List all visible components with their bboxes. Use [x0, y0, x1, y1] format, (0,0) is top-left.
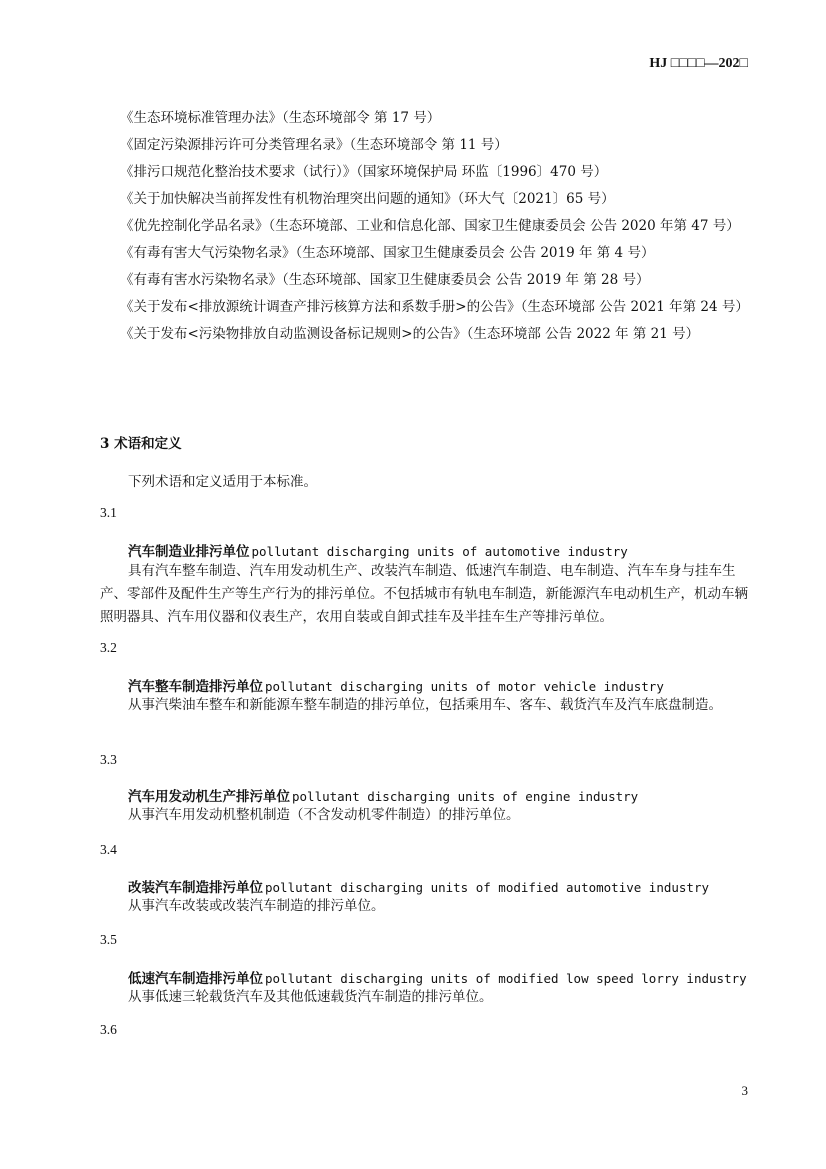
term-title — [128, 675, 664, 695]
term-title — [128, 540, 628, 560]
term-en: pollutant discharging units of engine industry — [292, 789, 639, 804]
term-zh: 低速汽车制造排污单位 — [128, 971, 263, 987]
term-number: 3.6 — [100, 1022, 117, 1037]
term-number: 3.3 — [100, 752, 117, 767]
term-title — [128, 785, 638, 805]
reference-item: 《固定污染源排污许可分类管理名录》（生态环境部令 第 11 号） — [120, 137, 508, 153]
term-zh: 汽车制造业排污单位 — [128, 544, 250, 560]
reference-item: 《优先控制化学品名录》（生态环境部、工业和信息化部、国家卫生健康委员会 公告 2020 年第 47 号） — [120, 218, 740, 234]
document-code-header: HJ □□□□—202□ — [649, 56, 748, 71]
term-number: 3.1 — [100, 505, 117, 520]
term-definition: 从事汽车用发动机整机制造（不含发动机零件制造）的排污单位。 — [128, 807, 520, 823]
term-number: 3.2 — [100, 640, 117, 655]
term-zh: 汽车整车制造排污单位 — [128, 679, 263, 695]
term-definition: 从事低速三轮载货汽车及其他低速载货汽车制造的排污单位。 — [128, 989, 493, 1005]
term-number: 3.4 — [100, 842, 117, 857]
reference-item: 《排污口规范化整治技术要求（试行）》（国家环境保护局 环监〔1996〕470 号） — [120, 164, 608, 180]
reference-item: 《关于发布<污染物排放自动监测设备标记规则>的公告》（生态环境部 公告 2022 年 第 21 号） — [120, 326, 700, 342]
reference-item: 《有毒有害水污染物名录》（生态环境部、国家卫生健康委员会 公告 2019 年 第 28 号） — [120, 272, 650, 288]
reference-item: 《有毒有害大气污染物名录》（生态环境部、国家卫生健康委员会 公告 2019 年 第 4 号） — [120, 245, 655, 261]
term-zh: 汽车用发动机生产排污单位 — [128, 789, 290, 805]
term-definition: 从事汽柴油车整车和新能源车整车制造的排污单位，包括乘用车、客车、载货汽车及汽车底盘制造。 — [128, 697, 722, 713]
reference-list — [110, 106, 750, 349]
term-en: pollutant discharging units of motor vehicle industry — [265, 679, 664, 694]
reference-item: 《关于发布<排放源统计调查产排污核算方法和系数手册>的公告》（生态环境部 公告 2021 年第 24 号） — [120, 299, 749, 315]
term-definition: 从事汽车改装或改装汽车制造的排污单位。 — [128, 898, 385, 914]
term-number: 3.5 — [100, 932, 117, 947]
term-title — [128, 967, 747, 987]
page-number: 3 — [741, 1083, 748, 1098]
section-intro: 下列术语和定义适用于本标准。 — [128, 474, 317, 490]
term-zh: 改装汽车制造排污单位 — [128, 880, 263, 896]
term-en: pollutant discharging units of modified automotive industry — [265, 880, 710, 895]
section-heading: 3 术语和定义 — [100, 436, 182, 452]
reference-item: 《关于加快解决当前挥发性有机物治理突出问题的通知》（环大气〔2021〕65 号） — [120, 191, 615, 207]
reference-item: 《生态环境标准管理办法》（生态环境部令 第 17 号） — [120, 110, 441, 126]
term-en: pollutant discharging units of automotive industry — [251, 544, 628, 559]
term-en: pollutant discharging units of modified low speed lorry industry — [265, 971, 747, 986]
term-title — [128, 876, 709, 896]
term-definition: 具有汽车整车制造、汽车用发动机生产、改装汽车制造、低速汽车制造、电车制造、汽车车身与挂车生产、零部件及配件生产等生产行为的排污单位。不包括城市有轨电车制造，新能源汽车电动机生产，机动车辆照明器具、汽车用仪器和仪表生产，农用自装或自卸式挂车及半挂车生产等排污单位。 — [100, 563, 748, 625]
